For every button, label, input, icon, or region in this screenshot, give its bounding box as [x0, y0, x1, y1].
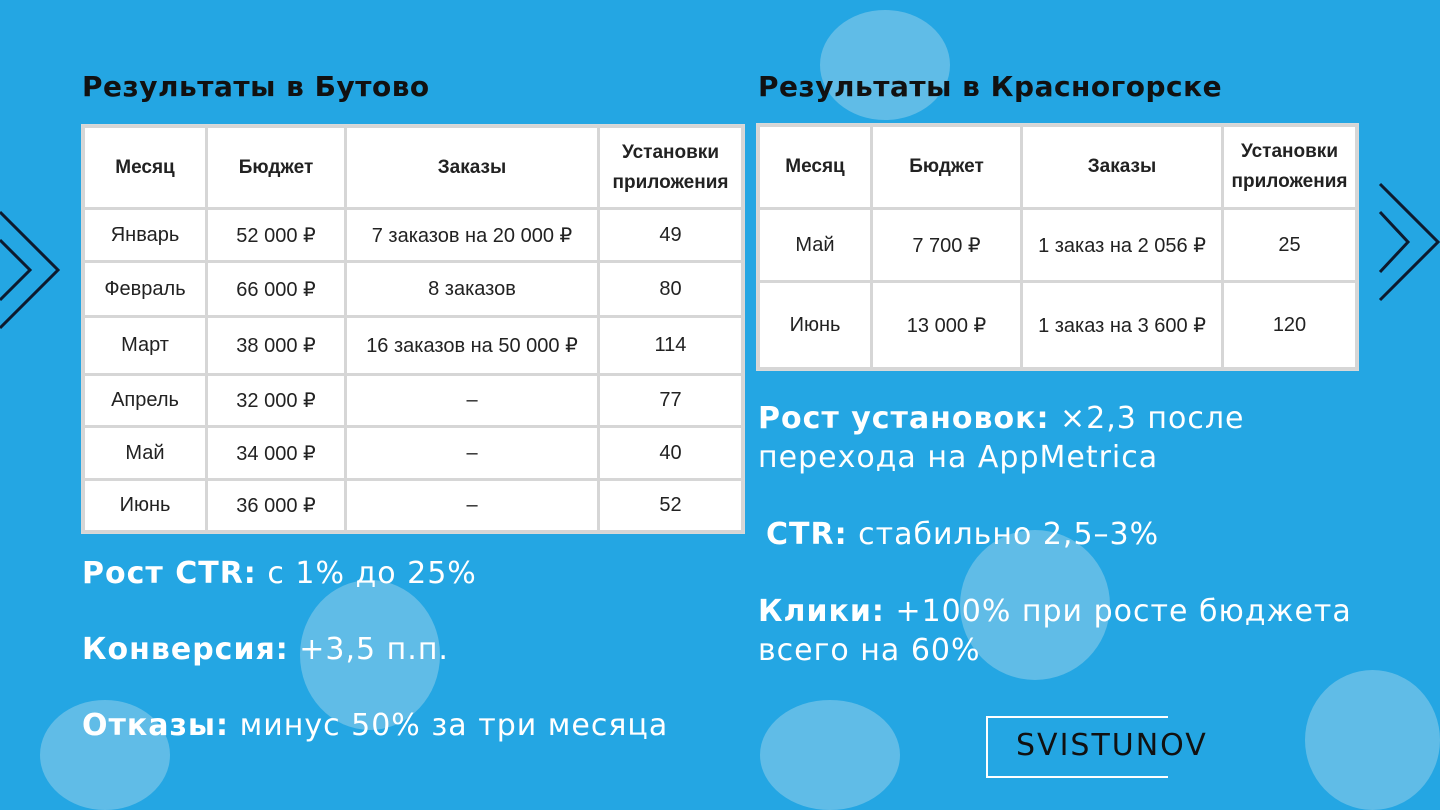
table-cell: 8 заказов [346, 262, 599, 317]
table-cell: 16 заказов на 50 000 ₽ [346, 317, 599, 375]
table-header-row [759, 126, 1357, 209]
table-row [84, 480, 743, 532]
table-cell: 1 заказ на 3 600 ₽ [1022, 282, 1223, 369]
table-cell: 7 заказов на 20 000 ₽ [346, 209, 599, 262]
table-cell: 32 000 ₽ [207, 375, 346, 427]
table-cell: 114 [599, 317, 743, 375]
column-header: Заказы [346, 127, 599, 209]
installs-growth-stat [758, 399, 1358, 477]
column-header: Установки приложения [1223, 126, 1357, 209]
clicks-stat [758, 592, 1358, 670]
stat-label: Клики: [758, 594, 885, 629]
table-cell: 7 700 ₽ [872, 209, 1022, 282]
table-cell: Апрель [84, 375, 207, 427]
table-header-row [84, 127, 743, 209]
table-cell: – [346, 427, 599, 480]
sushi-roll-decoration [1305, 670, 1440, 810]
butovo-results-title: Результаты в Бутово [82, 70, 430, 103]
double-chevron-left-decoration-icon [0, 200, 70, 340]
stat-value: с 1% до 25% [267, 556, 477, 591]
table-cell: Май [84, 427, 207, 480]
column-header: Установки приложения [599, 127, 743, 209]
column-header: Месяц [84, 127, 207, 209]
table-cell: 25 [1223, 209, 1357, 282]
table-cell: 34 000 ₽ [207, 427, 346, 480]
table-row [84, 375, 743, 427]
stat-value: +3,5 п.п. [299, 632, 449, 667]
table-cell: 52 000 ₽ [207, 209, 346, 262]
stat-value: +100% при росте бюджета всего на 60% [758, 594, 1352, 668]
sushi-roll-decoration [760, 700, 900, 810]
stat-value: стабильно 2,5–3% [858, 517, 1160, 552]
table-row [84, 427, 743, 480]
table-row [84, 209, 743, 262]
table-cell: 52 [599, 480, 743, 532]
table-row [84, 317, 743, 375]
stat-value: ×2,3 после перехода на AppMetrica [758, 401, 1245, 475]
table-cell: Июнь [759, 282, 872, 369]
table-cell: 38 000 ₽ [207, 317, 346, 375]
table-cell: 66 000 ₽ [207, 262, 346, 317]
table-cell: Июнь [84, 480, 207, 532]
table-cell: 49 [599, 209, 743, 262]
sushi-roll-decoration [820, 10, 950, 120]
table-cell: 120 [1223, 282, 1357, 369]
table-cell: 77 [599, 375, 743, 427]
column-header: Бюджет [207, 127, 346, 209]
table-cell: 13 000 ₽ [872, 282, 1022, 369]
table-cell: Февраль [84, 262, 207, 317]
ctr-stat [766, 515, 1159, 554]
table-cell: Май [759, 209, 872, 282]
table-cell: 80 [599, 262, 743, 317]
table-cell: 1 заказ на 2 056 ₽ [1022, 209, 1223, 282]
stat-label: Конверсия: [82, 632, 289, 667]
table-cell: Март [84, 317, 207, 375]
stat-value: минус 50% за три месяца [239, 708, 669, 743]
table-row [84, 262, 743, 317]
column-header: Бюджет [872, 126, 1022, 209]
krasnogorsk-results-table [757, 124, 1358, 370]
stat-label: Рост CTR: [82, 556, 257, 591]
stat-label: CTR: [766, 517, 848, 552]
bounce-stat [82, 706, 668, 745]
table-row [759, 282, 1357, 369]
table-cell: Январь [84, 209, 207, 262]
column-header: Заказы [1022, 126, 1223, 209]
table-row [759, 209, 1357, 282]
krasnogorsk-results-title: Результаты в Красногорске [758, 70, 1223, 103]
logo: SVISTUNOV [1016, 728, 1208, 763]
table-cell: 36 000 ₽ [207, 480, 346, 532]
ctr-growth-stat [82, 554, 477, 593]
table-cell: – [346, 375, 599, 427]
column-header: Месяц [759, 126, 872, 209]
stat-label: Рост установок: [758, 401, 1050, 436]
double-chevron-right-decoration-icon [1376, 180, 1440, 310]
conversion-stat [82, 630, 449, 669]
table-cell: 40 [599, 427, 743, 480]
stat-label: Отказы: [82, 708, 230, 743]
table-cell: – [346, 480, 599, 532]
butovo-results-table [82, 125, 744, 533]
